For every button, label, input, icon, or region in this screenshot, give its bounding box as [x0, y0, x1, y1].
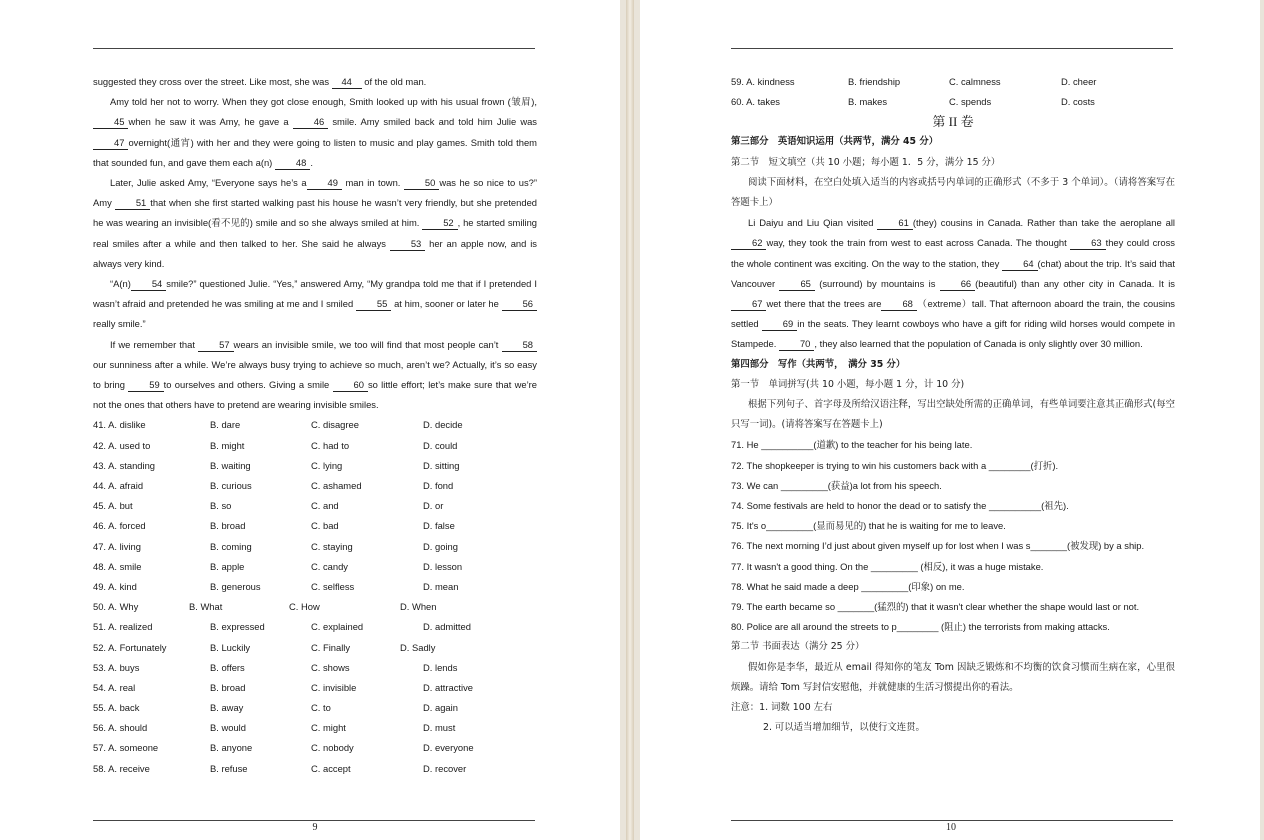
- option-d: D. must: [423, 722, 456, 734]
- spelling-question: 71. He __________(道歉) to the teacher for his being late.: [731, 439, 973, 451]
- footer-rule: [731, 820, 1173, 821]
- option-a: 56. A. should: [93, 722, 148, 734]
- option-b: B. coming: [210, 540, 252, 552]
- notes-label: 注意：1. 词数 100 左右: [731, 702, 833, 714]
- blank-57: 57: [198, 339, 233, 352]
- option-d: D. going: [423, 540, 458, 552]
- option-a: 48. A. smile: [93, 560, 142, 572]
- option-row: [731, 92, 1175, 112]
- option-d: D. decide: [423, 419, 463, 431]
- option-row: [93, 698, 537, 718]
- option-b: B. so: [210, 500, 232, 512]
- option-d: D. costs: [1061, 96, 1095, 108]
- spelling-question: 80. Police are all around the streets to p________ (阻止) the terrorists from making attacks.: [731, 621, 1110, 633]
- option-b: B. friendship: [848, 76, 901, 87]
- spelling-question: 79. The earth became so _______(猛烈的) that it wasn't clear whether the shape would last or not.: [731, 601, 1140, 613]
- part-ii-content: [731, 72, 1175, 738]
- grammar-fill-passage: [731, 213, 1175, 354]
- passage-text: (they) cousins in Canada. Rather than take the aeroplane all: [912, 217, 1176, 229]
- option-d: D. again: [423, 702, 458, 714]
- option-a: 42. A. used to: [93, 439, 151, 451]
- passage-text: If we remember that: [110, 338, 199, 350]
- passage-text: smile. Amy smiled back and told him Julie was: [328, 116, 537, 128]
- passage-paragraph: [93, 173, 537, 274]
- blank-56: 56: [502, 298, 537, 311]
- option-row: [93, 759, 537, 779]
- passage-text: to ourselves and others. Giving a smile: [163, 379, 333, 391]
- page-10: [640, 0, 1260, 840]
- option-d: D. lesson: [423, 560, 463, 572]
- option-b: B. curious: [210, 480, 252, 492]
- options-list: [731, 72, 1175, 112]
- option-c: C. explained: [311, 621, 364, 633]
- blank-62: 62: [731, 237, 766, 250]
- blank-65: 65: [779, 278, 814, 291]
- blank-47: 47: [93, 137, 128, 150]
- option-c: C. had to: [311, 439, 350, 451]
- option-d: D. sitting: [423, 459, 460, 471]
- option-c: C. and: [311, 500, 339, 512]
- writing-prompt: 假如你是李华，最近从 email 得知你的笔友 Tom 因缺乏锻炼和不均衡的饮食习惯而生病在家，心里很烦躁。请给 Tom 写封信安慰他，并就健康的生活习惯提出你的看法。: [731, 661, 1175, 693]
- option-b: B. offers: [210, 661, 245, 673]
- passage-text: that when she first started walking past his house he wasn’t very friendly, but she pretended he was wearing an invisible(看不见的) smile and so she always smiled at him.: [93, 197, 537, 229]
- option-row: [93, 557, 537, 577]
- option-c: C. calmness: [949, 76, 1001, 87]
- notes-item-2: 2. 可以适当增加细节，以使行文连贯。: [763, 722, 925, 734]
- option-b: B. broad: [210, 520, 246, 532]
- option-c: C. might: [311, 722, 346, 734]
- blank-61: 61: [877, 217, 912, 230]
- spelling-question: 77. It wasn't a good thing. On the _________ (相反), it was a huge mistake.: [731, 560, 1044, 572]
- option-a: 59. A. kindness: [731, 76, 795, 87]
- part4-title: 第四部分 写作（共两节， 满分 35 分）: [731, 358, 906, 370]
- option-a: 54. A. real: [93, 681, 136, 693]
- part4-section2-title: 第二节 书面表达（满分 25 分）: [731, 641, 865, 653]
- passage-text: was he so nice to us?” Amy: [93, 177, 537, 209]
- blank-59: 59: [128, 379, 163, 392]
- option-a: 55. A. back: [93, 702, 140, 714]
- passage-paragraph: [93, 274, 537, 335]
- page-9: [0, 0, 620, 840]
- part3-title: 第三部分 英语知识运用（共两节，满分 45 分）: [731, 136, 939, 148]
- passage-text: (surround) by mountains is: [814, 277, 940, 289]
- option-c: C. nobody: [311, 742, 354, 754]
- option-row: [93, 537, 537, 557]
- option-a: 46. A. forced: [93, 520, 146, 532]
- option-b: B. dare: [210, 419, 241, 431]
- passage-text: they could cross the whole continent was exciting. On the way to the station, they: [731, 237, 1175, 269]
- part4-section1-instruction: 根据下列句子、首字母及所给汉语注释，写出空缺处所需的正确单词，有些单词要注意其正确形式(每空只写一词)。(请将答案写在答题卡上): [731, 399, 1175, 431]
- passage-and-options: [93, 72, 537, 779]
- option-d: D. could: [423, 439, 458, 451]
- passage-text: wet there that the trees are: [766, 298, 882, 309]
- blank-55: 55: [356, 298, 391, 311]
- option-b: B. broad: [210, 681, 246, 693]
- passage-text: smile?” questioned Julie. “Yes,” answered Amy, “My grandpa told me that if I pretended I wasn’t afraid and pretended he was smiling at me and I smiled: [93, 278, 537, 310]
- option-d: D. or: [423, 500, 444, 512]
- option-c: C. invisible: [311, 681, 357, 693]
- passage-text: so little effort; let’s make sure that we’re not the ones that others have to pretend are wearing invisible smiles.: [93, 379, 538, 411]
- option-d: D. false: [423, 520, 455, 532]
- option-a: 41. A. dislike: [93, 419, 146, 431]
- spelling-question: 73. We can _________(获益)a lot from his speech.: [731, 479, 942, 491]
- passage-text: Li Daiyu and Liu Qian visited: [748, 217, 878, 229]
- blank-70: 70: [779, 338, 814, 351]
- page-gutter: [626, 0, 634, 840]
- option-row: [93, 738, 537, 758]
- option-c: C. selfless: [311, 580, 355, 592]
- option-row: [731, 72, 1175, 92]
- passage-paragraph: [93, 335, 537, 416]
- option-c: C. Finally: [311, 641, 351, 653]
- passage-text: her an apple now, and is always very kind.: [93, 237, 537, 269]
- option-row: [93, 638, 537, 658]
- spelling-question: 76. The next morning I’d just about given myself up for lost when I was s_______(被发现) by a ship.: [731, 540, 1145, 552]
- option-row: [93, 516, 537, 536]
- blank-67: 67: [731, 298, 766, 311]
- option-b: B. would: [210, 722, 246, 734]
- blank-64: 64: [1002, 258, 1037, 271]
- option-b: B. anyone: [210, 742, 253, 754]
- blank-52: 52: [422, 217, 457, 230]
- passage-text: of the old man.: [361, 76, 427, 87]
- option-row: [93, 678, 537, 698]
- option-a: 47. A. living: [93, 540, 141, 552]
- passage-text: , he started smiling real smiles after a while and then talked to her. She said he always: [93, 217, 537, 249]
- part3-section2-instruction: 阅读下面材料，在空白处填入适当的内容或括号内单词的正确形式（不多于 3 个单词）。（请将答案写在答题卡上）: [731, 176, 1175, 208]
- option-row: [93, 577, 537, 597]
- blank-49: 49: [307, 177, 342, 190]
- option-d: D. cheer: [1061, 76, 1097, 87]
- option-c: C. shows: [311, 661, 350, 673]
- option-row: [93, 718, 537, 738]
- option-row: [93, 658, 537, 678]
- passage-text: really smile.”: [93, 318, 146, 330]
- option-b: B. apple: [210, 560, 245, 572]
- passage-paragraph: [93, 72, 537, 92]
- passage-paragraph: [93, 92, 537, 173]
- option-d: D. lends: [423, 661, 458, 673]
- passage-text: wears an invisible smile, we too will find that most people can’t: [233, 338, 502, 350]
- option-b: B. refuse: [210, 762, 248, 774]
- option-a: 44. A. afraid: [93, 480, 144, 492]
- option-b: B. generous: [210, 580, 261, 592]
- option-d: D. attractive: [423, 681, 474, 693]
- footer-rule: [93, 820, 535, 821]
- option-d: D. Sadly: [400, 641, 436, 653]
- page-number: 9: [312, 822, 318, 833]
- option-c: C. disagree: [311, 419, 359, 431]
- spelling-question: 78. What he said made a deep _________(印象) on me.: [731, 580, 965, 592]
- spelling-question: 74. Some festivals are held to honor the dead or to satisfy the __________(祖先).: [731, 500, 1069, 512]
- option-a: 53. A. buys: [93, 661, 140, 673]
- part3-section2-title: 第二节 短文填空（共 10 小题；每小题 1．5 分，满分 15 分）: [731, 156, 1001, 168]
- blank-58: 58: [502, 339, 537, 352]
- option-d: D. everyone: [423, 742, 474, 754]
- option-d: D. fond: [423, 480, 454, 492]
- passage-text: “A(n): [110, 278, 131, 290]
- option-a: 60. A. takes: [731, 96, 780, 108]
- option-b: B. makes: [848, 96, 888, 108]
- blank-53: 53: [390, 238, 425, 251]
- passage-text: when he saw it was Amy, he gave a: [128, 116, 293, 128]
- passage-text: (beautiful) than any other city in Canada. It is: [975, 277, 1175, 289]
- option-c: C. How: [289, 601, 320, 613]
- option-row: [93, 415, 537, 435]
- passage-text: man in town.: [341, 177, 404, 189]
- option-c: C. accept: [311, 762, 351, 774]
- spelling-questions: [731, 435, 1175, 637]
- passage-text: overnight(通宵) with her and they were going to listen to music and play games. Smith told them that sounded fun, and gave them each a(n): [93, 136, 537, 168]
- option-c: C. staying: [311, 540, 353, 552]
- option-row: [93, 617, 537, 637]
- option-row: [93, 436, 537, 456]
- option-row: [93, 456, 537, 476]
- part4-section1-title: 第一节 单词拼写(共 10 小题，每小题 1 分，计 10 分): [731, 378, 965, 390]
- blank-54: 54: [131, 278, 166, 291]
- passage-text: (chat) about the trip. It’s said that Vancouver: [731, 257, 1176, 289]
- option-c: C. candy: [311, 560, 348, 572]
- option-c: C. ashamed: [311, 480, 362, 492]
- spelling-question: 72. The shopkeeper is trying to win his customers back with a ________(打折).: [731, 459, 1059, 471]
- option-d: D. admitted: [423, 621, 471, 633]
- passage-text: .: [310, 156, 313, 168]
- blank-45: 45: [93, 116, 128, 129]
- blank-48: 48: [275, 157, 310, 170]
- option-a: 43. A. standing: [93, 459, 156, 471]
- option-b: B. might: [210, 439, 245, 451]
- passage-text: way, they took the train from west to east across Canada. The thought: [766, 237, 1071, 249]
- blank-63: 63: [1070, 237, 1105, 250]
- blank-60: 60: [333, 379, 368, 392]
- passage-text: Later, Julie asked Amy, “Everyone says he’s a: [110, 177, 307, 189]
- option-a: 57. A. someone: [93, 742, 159, 754]
- option-c: C. spends: [949, 96, 992, 108]
- passage-text: our sunniness after a while. We’re always busy trying to achieve so much, aren’t we? Actually, it’s so easy to bring: [93, 358, 537, 391]
- option-a: 50. A. Why: [93, 601, 139, 613]
- option-a: 52. A. Fortunately: [93, 641, 167, 653]
- option-row: [93, 597, 537, 617]
- page-number: 10: [946, 822, 956, 833]
- option-b: B. waiting: [210, 459, 251, 471]
- option-a: 58. A. receive: [93, 762, 150, 774]
- blank-66: 66: [940, 278, 975, 291]
- passage-text: in the seats. They learnt cowboys who have a gift for riding wild horses would compete in Stampede.: [731, 318, 1175, 350]
- passage-text: suggested they cross over the street. Like most, she was: [93, 76, 332, 87]
- option-c: C. lying: [311, 459, 343, 471]
- passage-text: Amy told her not to worry. When they got close enough, Smith looked up with his usual frown (皱眉),: [110, 96, 537, 108]
- passage-text: , they also learned that the population of Canada is only slightly over 30 million.: [814, 338, 1143, 350]
- option-a: 49. A. kind: [93, 580, 137, 592]
- option-c: C. to: [311, 702, 331, 714]
- volume-title: 第 II 卷: [932, 114, 974, 130]
- option-d: D. mean: [423, 580, 459, 592]
- option-c: C. bad: [311, 520, 339, 532]
- option-d: D. recover: [423, 762, 467, 774]
- option-a: 45. A. but: [93, 500, 133, 512]
- passage-text: at him, sooner or later he: [391, 298, 502, 310]
- option-b: B. away: [210, 702, 244, 714]
- option-a: 51. A. realized: [93, 621, 153, 633]
- option-row: [93, 476, 537, 496]
- spelling-question: 75. It's o_________(显而易见的) that he is waiting for me to leave.: [731, 520, 1006, 532]
- blank-46: 46: [293, 116, 328, 129]
- blank-50: 50: [404, 177, 439, 190]
- option-row: [93, 496, 537, 516]
- header-rule: [731, 48, 1173, 49]
- options-list: [93, 415, 537, 778]
- blank-51: 51: [115, 197, 150, 210]
- header-rule: [93, 48, 535, 49]
- option-b: B. expressed: [210, 621, 265, 633]
- option-b: B. What: [189, 601, 223, 613]
- option-d: D. When: [400, 601, 437, 613]
- blank-68: 68: [881, 298, 916, 311]
- blank-69: 69: [762, 318, 797, 331]
- option-b: B. Luckily: [210, 641, 251, 653]
- passage-text: （extreme）tall. That afternoon aboard the train, the cousins settled: [731, 298, 1175, 330]
- blank-44: 44: [332, 76, 362, 89]
- cloze-passage: [93, 72, 537, 415]
